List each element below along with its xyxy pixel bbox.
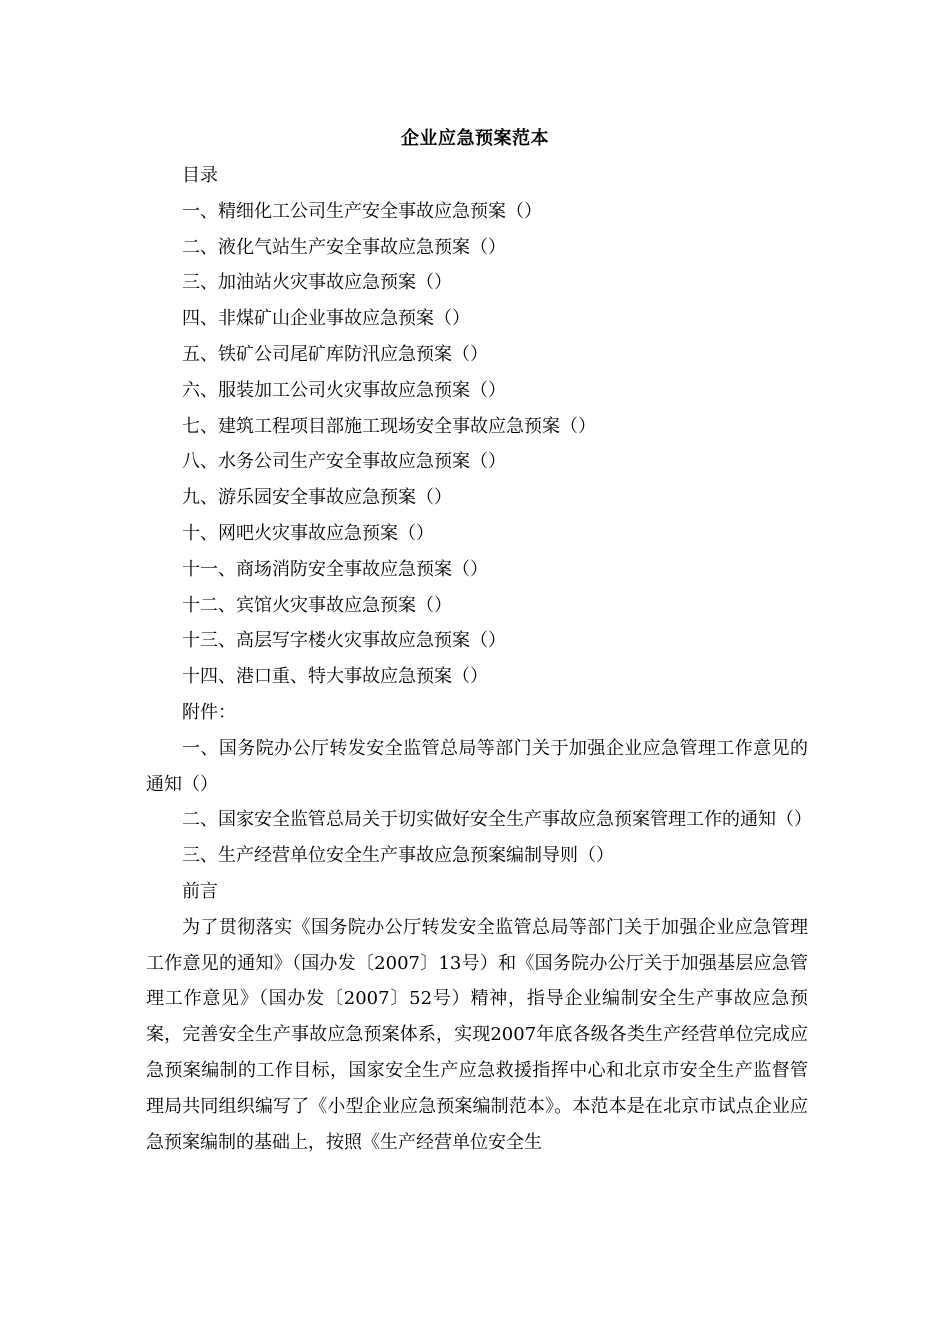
toc-item: 三、加油站火灾事故应急预案（） <box>182 272 452 294</box>
toc-item: 十、网吧火灾事故应急预案（） <box>182 522 434 544</box>
toc-item: 二、液化气站生产安全事故应急预案（） <box>182 236 506 258</box>
toc-item: 一、精细化工公司生产安全事故应急预案（） <box>182 200 542 222</box>
toc-item: 十四、港口重、特大事故应急预案（） <box>182 666 488 688</box>
appendix-item: 二、国家安全监管总局关于切实做好安全生产事故应急预案管理工作的通知（） <box>182 809 812 831</box>
appendix-item: 三、生产经营单位安全生产事故应急预案编制导则（） <box>182 845 614 867</box>
preface-paragraph: 为了贯彻落实《国务院办公厅转发安全监管总局等部门关于加强企业应急管理工作意见的通知》（国办发〔2007〕13号）和《国务院办公厅关于加强基层应急管理工作意见》（国办发〔2007〕52号）精神，指导企业编制安全生产事故应急预案，完善安全生产事故应急预案体系，实现2007年底各级各类生产经营单位完成应急预案编制的工作目标，国家安全生产应急救援指挥中心和北京市安全生产监督管理局共同组织编写了《小型企业应急预案编制范本》。本范本是在北京市试点企业应急预案编制的基础上，按照《生产经营单位安全生 <box>146 916 808 1153</box>
appendix-heading: 附件： <box>182 701 236 723</box>
toc-item: 十三、高层写字楼火灾事故应急预案（） <box>182 630 506 652</box>
toc-item: 四、非煤矿山企业事故应急预案（） <box>182 308 470 330</box>
preface-heading: 前言 <box>182 880 218 902</box>
toc-item: 九、游乐园安全事故应急预案（） <box>182 487 452 509</box>
toc-item: 十二、宾馆火灾事故应急预案（） <box>182 594 452 616</box>
toc-heading: 目录 <box>182 165 218 186</box>
toc-item: 八、水务公司生产安全事故应急预案（） <box>182 451 506 473</box>
document-title: 企业应急预案范本 <box>401 128 549 149</box>
appendix-item: 一、国务院办公厅转发安全监管总局等部门关于加强企业应急管理工作意见的通知（） <box>146 737 808 795</box>
toc-item: 六、服装加工公司火灾事故应急预案（） <box>182 379 506 401</box>
document-body <box>146 158 812 1160</box>
toc-item: 五、铁矿公司尾矿库防汛应急预案（） <box>182 343 488 365</box>
toc-item: 十一、商场消防安全事故应急预案（） <box>182 558 488 580</box>
toc-item: 七、建筑工程项目部施工现场安全事故应急预案（） <box>182 415 596 437</box>
